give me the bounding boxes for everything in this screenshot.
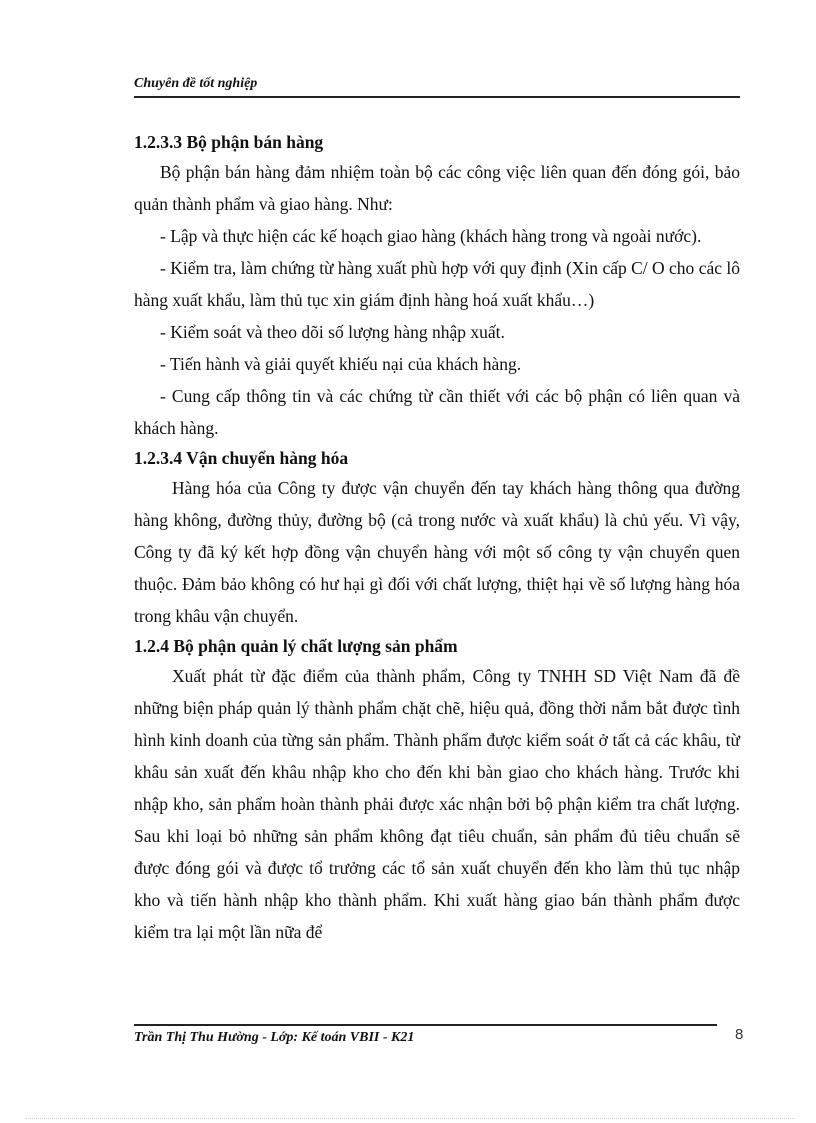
document-body	[134, 128, 740, 948]
paragraph: Xuất phát từ đặc điểm của thành phẩm, Công ty TNHH SD Việt Nam đã đề những biện pháp quản lý thành phẩm chặt chẽ, hiệu quả, đồng thời nắm bắt được tình hình kinh doanh của từng sản phẩm. Thành phẩm được kiểm soát ở tất cả các khâu, từ khâu sản xuất đến khâu nhập kho cho đến khi bàn giao cho khách hàng. Trước khi nhập kho, sản phẩm hoàn thành phải được xác nhận bởi bộ phận kiểm tra chất lượng. Sau khi loại bỏ những sản phẩm không đạt tiêu chuẩn, sản phẩm đủ tiêu chuẩn sẽ được đóng gói và được tổ trưởng các tổ sản xuất chuyển đến kho làm thủ tục nhập kho và tiến hành nhập kho thành phẩm. Khi xuất hàng giao bán thành phẩm được kiểm tra lại một lần nữa để	[134, 666, 740, 942]
list-item: - Cung cấp thông tin và các chứng từ cần thiết với các bộ phận có liên quan và khách hàng.	[134, 386, 740, 438]
section-heading-1-2-3-3: 1.2.3.3 Bộ phận bán hàng	[134, 132, 324, 152]
list-item: - Kiểm tra, làm chứng từ hàng xuất phù hợp với quy định (Xin cấp C/ O cho các lô hàng xuất khẩu, làm thủ tục xin giám định hàng hoá xuất khẩu…)	[134, 258, 740, 310]
page-number: 8	[735, 1026, 744, 1043]
section-heading-1-2-4: 1.2.4 Bộ phận quản lý chất lượng sản phẩm	[134, 636, 458, 656]
section-heading-1-2-3-4: 1.2.3.4 Vận chuyển hàng hóa	[134, 448, 349, 468]
running-header: Chuyên đề tốt nghiệp	[134, 76, 258, 91]
list-item: - Kiểm soát và theo dõi số lượng hàng nhập xuất.	[160, 322, 505, 342]
list-item: - Lập và thực hiện các kế hoạch giao hàng (khách hàng trong và ngoài nước).	[160, 226, 702, 246]
page-bottom-border	[25, 1118, 795, 1119]
paragraph: Hàng hóa của Công ty được vận chuyển đến tay khách hàng thông qua đường hàng không, đường thủy, đường bộ (cả trong nước và xuất khẩu) là chủ yếu. Vì vậy, Công ty đã ký kết hợp đồng vận chuyển hàng với một số công ty vận chuyển quen thuộc. Đảm bảo không có hư hại gì đối với chất lượng, thiệt hại về số lượng hàng hóa trong khâu vận chuyển.	[134, 478, 740, 626]
footer-author: Trần Thị Thu Hường - Lớp: Kế toán VBII - K21	[134, 1030, 415, 1045]
header-divider	[134, 96, 740, 98]
list-item: - Tiến hành và giải quyết khiếu nại của khách hàng.	[160, 354, 522, 374]
footer-divider	[134, 1024, 717, 1026]
paragraph: Bộ phận bán hàng đảm nhiệm toàn bộ các công việc liên quan đến đóng gói, bảo quản thành phẩm và giao hàng. Như:	[134, 162, 740, 214]
